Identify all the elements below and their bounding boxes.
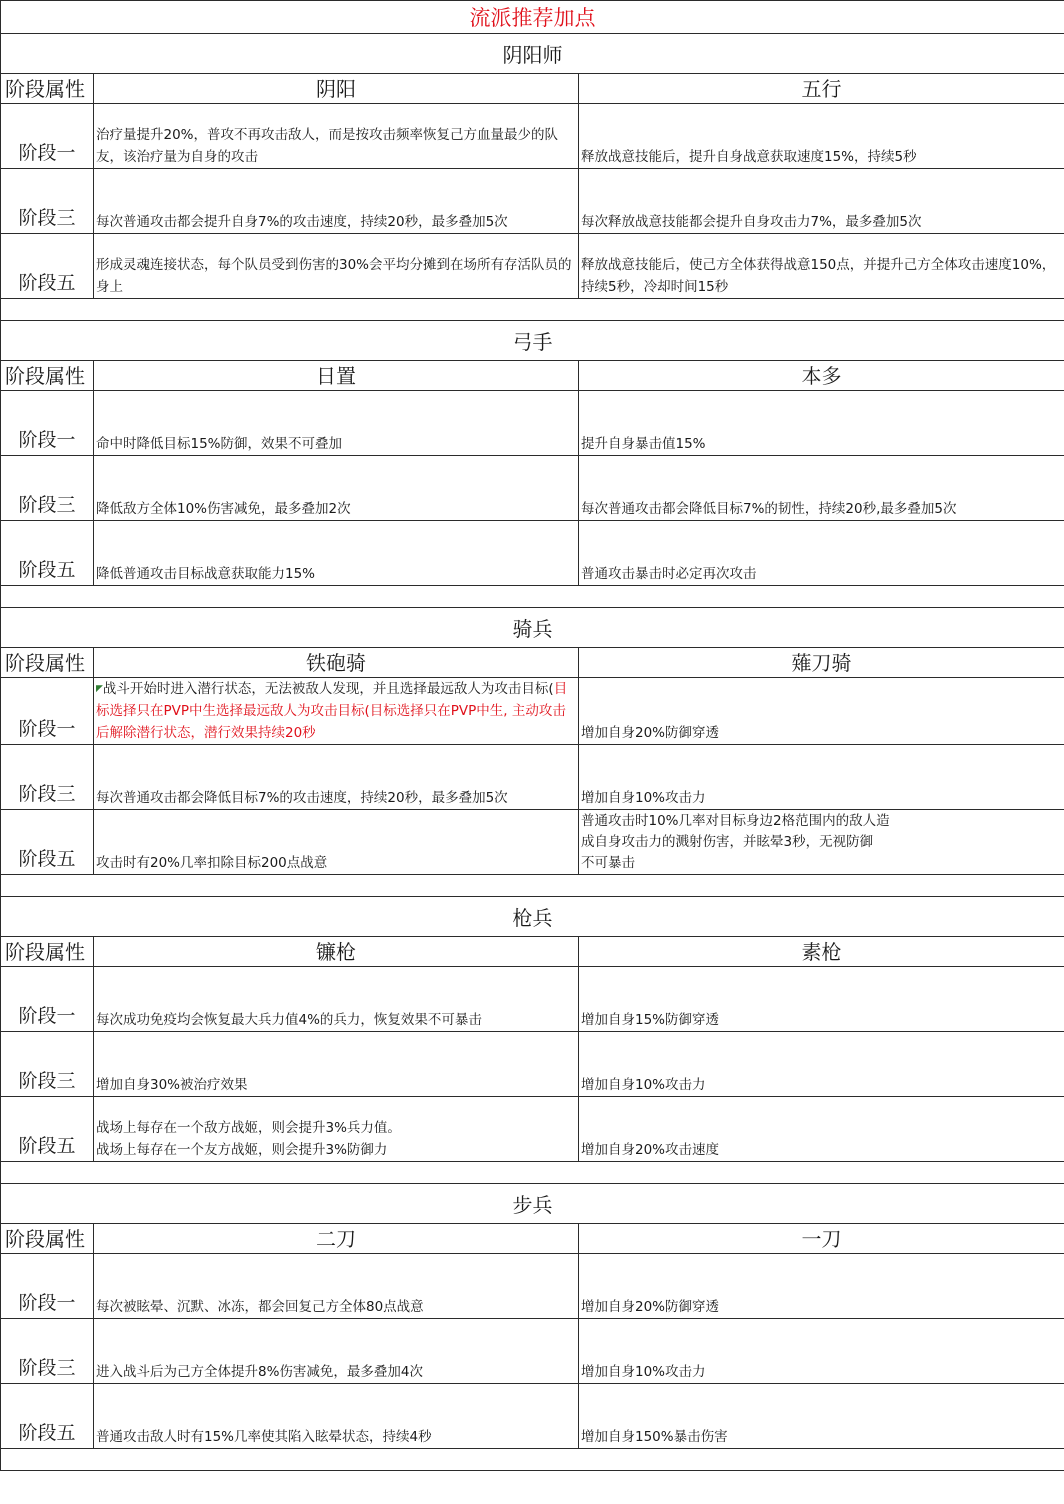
section-spacer xyxy=(1,586,1064,608)
effect-cell: 攻击时有20%几率扣除目标200点战意 xyxy=(94,810,579,875)
stage-label: 阶段五 xyxy=(1,1097,94,1162)
effect-line: 成自身攻击力的溅射伤害，并眩晕3秒，无视防御 xyxy=(581,834,874,850)
column-header: 一刀 xyxy=(579,1224,1064,1254)
stage-label: 阶段五 xyxy=(1,810,94,875)
stage-label: 阶段一 xyxy=(1,967,94,1032)
table-row xyxy=(1,521,1064,586)
table-row xyxy=(1,1319,1064,1384)
effect-cell: 增加自身15%防御穿透 xyxy=(579,967,1064,1032)
effect-cell: 释放战意技能后，使己方全体获得战意150点，并提升己方全体攻击速度10%，持续5秒，冷却时间15秒 xyxy=(579,234,1064,299)
section-spacer xyxy=(1,1449,1064,1471)
column-header: 阴阳 xyxy=(94,74,579,104)
effect-line: 战场上每存在一个友方战姬，则会提升3%防御力 xyxy=(96,1142,388,1158)
effect-cell: 释放战意技能后，提升自身战意获取速度15%，持续5秒 xyxy=(579,104,1064,169)
table-row xyxy=(1,745,1064,810)
stage-label: 阶段一 xyxy=(1,1254,94,1319)
page-title: 流派推荐加点 xyxy=(1,1,1064,34)
effect-line: 普通攻击时10%几率对目标身边2格范围内的敌人造 xyxy=(581,813,890,829)
column-header: 素枪 xyxy=(579,937,1064,967)
table-row xyxy=(1,1254,1064,1319)
column-header: 铁砲骑 xyxy=(94,648,579,678)
stage-attr-header: 阶段属性 xyxy=(1,648,94,678)
effect-cell: 每次普通攻击都会降低目标7%的韧性，持续20秒,最多叠加5次 xyxy=(579,456,1064,521)
effect-cell: 增加自身20%防御穿透 xyxy=(579,1254,1064,1319)
stealth-effect-cell xyxy=(94,678,579,745)
section-spacer xyxy=(1,299,1064,321)
effect-cell: 增加自身10%攻击力 xyxy=(579,1319,1064,1384)
column-header: 本多 xyxy=(579,361,1064,391)
effect-cell: 增加自身20%攻击速度 xyxy=(579,1097,1064,1162)
effect-cell: 降低普通攻击目标战意获取能力15% xyxy=(94,521,579,586)
section-title: 步兵 xyxy=(1,1184,1064,1224)
effect-cell: 普通攻击暴击时必定再次攻击 xyxy=(579,521,1064,586)
effect-cell: 每次被眩晕、沉默、冰冻，都会回复己方全体80点战意 xyxy=(94,1254,579,1319)
section-spacer xyxy=(1,1162,1064,1184)
stealth-effect-text: 战斗开始时进入潜行状态，无法被敌人发现，并且选择最远敌人为攻击目标( xyxy=(102,681,554,697)
effect-cell: 治疗量提升20%，普攻不再攻击敌人，而是按攻击频率恢复己方血量最少的队友，该治疗量为自身的攻击 xyxy=(94,104,579,169)
effect-cell: 提升自身暴击值15% xyxy=(579,391,1064,456)
effect-cell: 增加自身20%防御穿透 xyxy=(579,678,1064,745)
effect-line: 战场上每存在一个敌方战姬，则会提升3%兵力值。 xyxy=(96,1120,401,1136)
stage-label: 阶段一 xyxy=(1,104,94,169)
effect-cell: 命中时降低目标15%防御，效果不可叠加 xyxy=(94,391,579,456)
table-row xyxy=(1,1032,1064,1097)
section-title: 阴阳师 xyxy=(1,34,1064,74)
column-header: 镰枪 xyxy=(94,937,579,967)
stage-label: 阶段三 xyxy=(1,1032,94,1097)
stage-attr-header: 阶段属性 xyxy=(1,1224,94,1254)
splash-effect-cell xyxy=(579,810,1064,875)
stage-attr-header: 阶段属性 xyxy=(1,361,94,391)
effect-cell: 增加自身30%被治疗效果 xyxy=(94,1032,579,1097)
table-row xyxy=(1,810,1064,875)
table-row xyxy=(1,391,1064,456)
stage-attr-header: 阶段属性 xyxy=(1,937,94,967)
table-row xyxy=(1,967,1064,1032)
effect-cell: 每次成功免疫均会恢复最大兵力值4%的兵力，恢复效果不可暴击 xyxy=(94,967,579,1032)
section-title: 弓手 xyxy=(1,321,1064,361)
table-row xyxy=(1,1097,1064,1162)
stage-label: 阶段五 xyxy=(1,1384,94,1449)
multi-effect-cell xyxy=(94,1097,579,1162)
effect-cell: 降低敌方全体10%伤害减免，最多叠加2次 xyxy=(94,456,579,521)
effect-cell: 增加自身150%暴击伤害 xyxy=(579,1384,1064,1449)
stage-label: 阶段一 xyxy=(1,678,94,745)
stage-label: 阶段三 xyxy=(1,745,94,810)
stage-label: 阶段三 xyxy=(1,169,94,234)
stage-label: 阶段三 xyxy=(1,1319,94,1384)
stage-label: 阶段三 xyxy=(1,456,94,521)
section-title: 骑兵 xyxy=(1,608,1064,648)
column-header: 薙刀骑 xyxy=(579,648,1064,678)
table-row xyxy=(1,456,1064,521)
cell-comment-marker: ◤ xyxy=(96,684,103,694)
stage-label: 阶段一 xyxy=(1,391,94,456)
table-row xyxy=(1,104,1064,169)
effect-cell: 每次普通攻击都会提升自身7%的攻击速度，持续20秒，最多叠加5次 xyxy=(94,169,579,234)
effect-cell: 形成灵魂连接状态，每个队员受到伤害的30%会平均分摊到在场所有存活队员的身上 xyxy=(94,234,579,299)
table-row xyxy=(1,234,1064,299)
table-row xyxy=(1,678,1064,745)
effect-cell: 进入战斗后为己方全体提升8%伤害减免，最多叠加4次 xyxy=(94,1319,579,1384)
section-spacer xyxy=(1,875,1064,897)
stage-label: 阶段五 xyxy=(1,234,94,299)
column-header: 二刀 xyxy=(94,1224,579,1254)
column-header: 五行 xyxy=(579,74,1064,104)
stage-label: 阶段五 xyxy=(1,521,94,586)
effect-cell: 每次普通攻击都会降低目标7%的攻击速度，持续20秒，最多叠加5次 xyxy=(94,745,579,810)
effect-cell: 每次释放战意技能都会提升自身攻击力7%，最多叠加5次 xyxy=(579,169,1064,234)
stage-attr-header: 阶段属性 xyxy=(1,74,94,104)
effect-cell: 普通攻击敌人时有15%几率使其陷入眩晕状态，持续4秒 xyxy=(94,1384,579,1449)
effect-cell: 增加自身10%攻击力 xyxy=(579,745,1064,810)
effect-line: 不可暴击 xyxy=(581,855,635,871)
table-row xyxy=(1,169,1064,234)
section-title: 枪兵 xyxy=(1,897,1064,937)
column-header: 日置 xyxy=(94,361,579,391)
stealth-effect-note: 目标选择只在PVP中生选择最远敌人为攻击目标(目标选择只在PVP中生, 主动攻击后解除潜行状态，潜行效果持续20秒 xyxy=(96,681,568,741)
table-row xyxy=(1,1384,1064,1449)
effect-cell: 增加自身10%攻击力 xyxy=(579,1032,1064,1097)
